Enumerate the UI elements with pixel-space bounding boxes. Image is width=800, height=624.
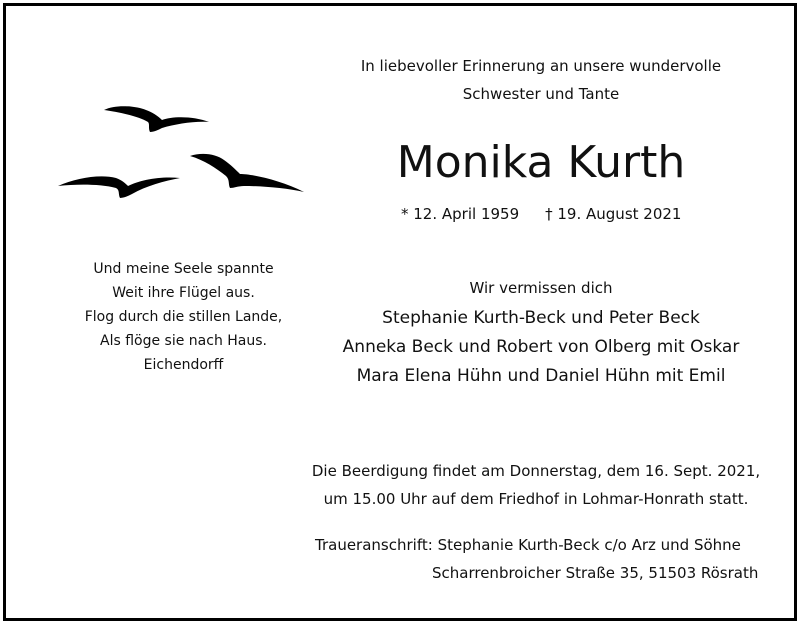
death-date: † 19. August 2021 [545, 205, 682, 223]
family-line: Stephanie Kurth-Beck und Peter Beck [382, 308, 700, 328]
bird-top [104, 106, 209, 132]
poem-line: Weit ihre Flügel aus. [112, 285, 255, 301]
address-line-2: Scharrenbroicher Straße 35, 51503 Rösrath [432, 564, 759, 582]
flying-birds-illustration [54, 98, 309, 208]
miss-you-line: Wir vermissen dich [469, 279, 613, 297]
life-dates [401, 202, 681, 226]
family-list [316, 304, 766, 391]
bird-left [58, 176, 180, 198]
deceased-name: Monika Kurth [396, 137, 686, 188]
birth-date: * 12. April 1959 [401, 205, 520, 223]
poem-line: Als flöge sie nach Haus. [100, 333, 267, 349]
family-line: Mara Elena Hühn und Daniel Hühn mit Emil [356, 366, 726, 386]
intro-line-1: In liebevoller Erinnerung an unsere wundervolle [360, 57, 722, 75]
bird-right [190, 154, 304, 192]
address-line-1: Stephanie Kurth-Beck c/o Arz und Söhne [437, 536, 741, 554]
address-label: Traueranschrift: [315, 536, 433, 554]
funeral-info [306, 457, 766, 513]
funeral-line-1: Die Beerdigung findet am Donnerstag, dem 16. Sept. 2021, [311, 462, 761, 480]
notice-frame [3, 3, 797, 621]
intro-line-2: Schwester und Tante [462, 85, 620, 103]
poem-author: Eichendorff [143, 357, 224, 373]
poem-line: Flog durch die stillen Lande, [84, 309, 283, 325]
address-block [315, 531, 741, 559]
funeral-line-2: um 15.00 Uhr auf dem Friedhof in Lohmar-Honrath statt. [323, 490, 749, 508]
family-line: Anneka Beck und Robert von Olberg mit Oskar [342, 337, 740, 357]
poem [61, 257, 306, 377]
poem-line: Und meine Seele spannte [93, 261, 274, 277]
